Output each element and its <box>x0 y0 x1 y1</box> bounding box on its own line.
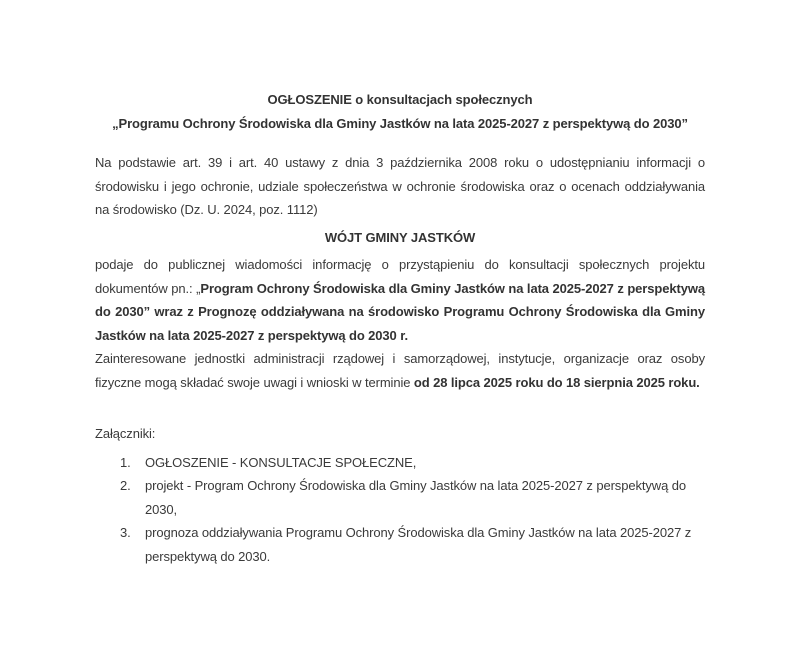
attachments-list <box>95 451 705 569</box>
attachment-number: 3. <box>120 525 131 540</box>
title-line-1: OGŁOSZENIE o konsultacjach społecznych <box>267 92 533 107</box>
paragraph-submission-deadline <box>95 347 705 394</box>
announcement-bold-text: Program Ochrony Środowiska dla Gminy Jastków na lata 2025-2027 z perspektywą do 2030” wraz z Prognozę oddziaływana na środowisko Programu Ochrony Środowiska dla Gminy Jastków na lata 2025-2027 z perspektywą do 2030 r. <box>95 280 705 343</box>
paragraph-announcement <box>95 253 705 347</box>
submission-deadline-bold-text: od 28 lipca 2025 roku do 18 sierpnia 2025 roku. <box>413 374 700 390</box>
attachment-item-1 <box>95 451 705 475</box>
attachment-item-2 <box>95 474 705 521</box>
attachment-text: projekt - Program Ochrony Środowiska dla Gminy Jastków na lata 2025-2027 z perspektywą do 2030, <box>145 478 686 517</box>
title-line-2: „Programu Ochrony Środowiska dla Gminy Jastków na lata 2025-2027 z perspektywą do 2030” <box>112 116 688 131</box>
document-title <box>95 88 705 136</box>
attachment-text: OGŁOSZENIE - KONSULTACJE SPOŁECZNE, <box>145 454 417 470</box>
submission-regular-text: Zainteresowane jednostki administracji rządowej i samorządowej, instytucje, organizacje oraz osoby fizyczne mogą składać swoje uwagi i wnioski w terminie <box>95 351 705 390</box>
attachments-label: Załączniki: <box>95 426 156 441</box>
attachment-number: 1. <box>120 454 131 470</box>
attachment-text: prognoza oddziaływania Programu Ochrony Środowiska dla Gminy Jastków na lata 2025-2027 z perspektywą do 2030. <box>145 525 692 564</box>
attachment-number: 2. <box>120 478 131 493</box>
attachment-item-3 <box>95 521 705 568</box>
announcement-regular-text: podaje do publicznej wiadomości informację o przystąpieniu do konsultacji społecznych projektu dokumentów pn.: „ <box>95 257 705 296</box>
heading-authority: WÓJT GMINY JASTKÓW <box>324 229 476 245</box>
paragraph-legal-basis: Na podstawie art. 39 i art. 40 ustawy z dnia 3 października 2008 roku o udostępnianiu informacji o środowisku i jego ochronie, udziale społeczeństwa w ochronie środowiska oraz o ocenach oddziaływania na środowisko (Dz. U. 2024, poz. 1112) <box>95 155 705 217</box>
